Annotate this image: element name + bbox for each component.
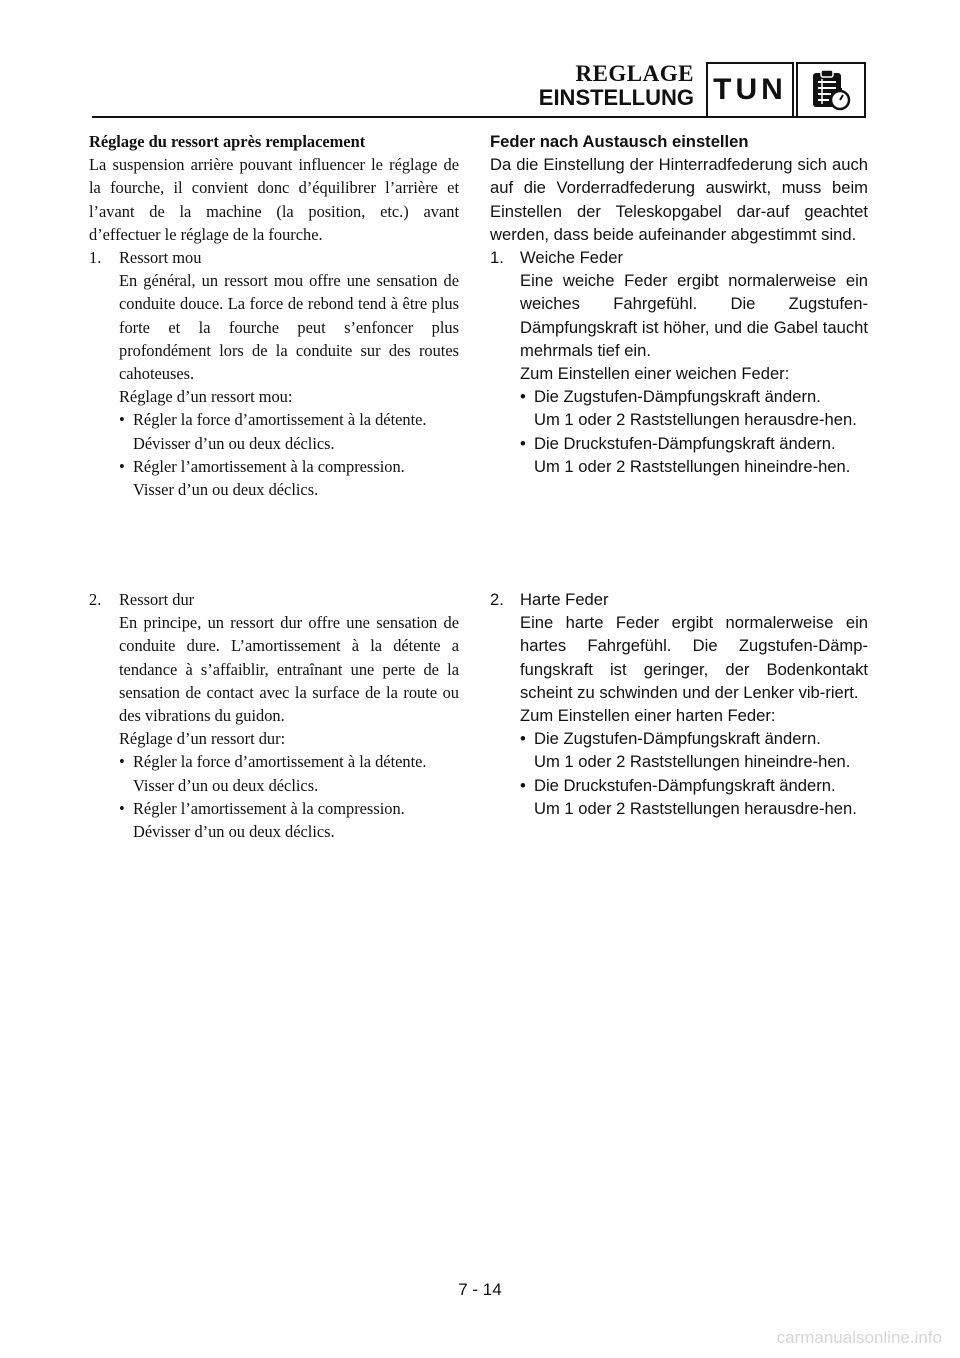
french-column <box>89 130 459 501</box>
section-title-fr: REGLAGE <box>575 61 694 86</box>
de-item-1-adjust: Zum Einstellen einer weichen Feder: <box>520 364 790 384</box>
de-item-2-body: Eine harte Feder ergibt normalerweise ein hartes Fahrgefühl. Die Zugstufen-Dämp-fungskraft ist geringer, der Bodenkontakt scheint zu schwinden und der Lenker vib-riert. <box>520 613 868 702</box>
fr-item-2-body: En principe, un ressort dur offre une sensation de conduite dure. L’amortissement à la détente a tendance à s’affaiblir, entraînant une perte de la sensation de contact avec la surface de la route ou des vibrations du guidon. <box>119 613 459 726</box>
fr-item-2-bullet-1: • Régler la force d’amortissement à la détente. <box>119 752 427 772</box>
header-rule <box>92 116 866 118</box>
page-number: 7 - 14 <box>458 1280 502 1299</box>
de-item-2-adjust: Zum Einstellen einer harten Feder: <box>520 706 776 726</box>
de-item-1-bullet-1-sub: Um 1 oder 2 Raststellungen herausdre-hen. <box>534 410 857 430</box>
fr-item-1-adjust: Réglage d’un ressort mou: <box>119 387 293 407</box>
de-heading: Feder nach Austausch einstellen <box>490 132 749 151</box>
fr-item-1-heading: Ressort mou <box>119 248 202 268</box>
watermark: carmanualsonline.info <box>776 1328 942 1347</box>
de-item-2-bullet-1-sub: Um 1 oder 2 Raststellungen hineindre-hen. <box>534 752 851 772</box>
fr-item-1-bullet-2: • Régler l’amortissement à la compression. <box>119 456 405 476</box>
section-title-de: EINSTELLUNG <box>538 85 694 110</box>
de-item-1-bullet-1: • Die Zugstufen-Dämpfungskraft ändern. <box>520 387 821 407</box>
fr-item-1-bullet-2-sub: Visser d’un ou deux déclics. <box>133 480 319 500</box>
section-title <box>539 62 694 109</box>
de-item-1-bullet-2-sub: Um 1 oder 2 Raststellungen hineindre-hen. <box>534 456 851 476</box>
fr-item-2-bullet-2: • Régler l’amortissement à la compression. <box>119 798 405 818</box>
fr-item-1-number: 1. <box>89 248 102 268</box>
clipboard-stopwatch-icon <box>809 68 853 112</box>
french-column-section-2 <box>89 588 459 843</box>
de-item-1-number: 1. <box>490 248 504 268</box>
chapter-icon-box <box>796 62 866 116</box>
de-item-1-body: Eine weiche Feder ergibt normalerweise ein weiches Fahrgefühl. Die Zugstufen-Dämpfungskraft ist höher, und die Gabel taucht mehrmals tief ein. <box>520 271 868 360</box>
fr-item-2-bullet-2-sub: Dévisser d’un ou deux déclics. <box>133 822 335 842</box>
fr-item-2-heading: Ressort dur <box>119 590 195 609</box>
de-item-1-bullet-2: • Die Druckstufen-Dämpfungskraft ändern. <box>520 433 836 453</box>
fr-item-2-adjust: Réglage d’un ressort dur: <box>119 729 286 749</box>
fr-heading: Réglage du ressort après remplacement <box>89 132 366 151</box>
de-item-2-heading: Harte Feder <box>520 590 609 609</box>
fr-item-2-bullet-1-sub: Visser d’un ou deux déclics. <box>133 775 319 795</box>
de-item-1 <box>490 246 868 269</box>
german-column-section-2 <box>490 588 868 820</box>
de-item-2-bullet-2: • Die Druckstufen-Dämpfungskraft ändern. <box>520 775 836 795</box>
fr-item-2 <box>89 588 459 611</box>
fr-item-1-bullet-1: • Régler la force d’amortissement à la détente. <box>119 410 427 430</box>
fr-item-1-body: En général, un ressort mou offre une sensation de conduite douce. La force de rebond tend à être plus forte et la fourche peut s’enfoncer plus profondément lors de la conduite sur des routes cahoteuses. <box>119 271 459 384</box>
de-item-2-number: 2. <box>490 590 504 609</box>
de-item-1-heading: Weiche Feder <box>520 248 623 268</box>
fr-intro: La suspension arrière pouvant influencer le réglage de la fourche, il convient donc d’équilibrer l’arrière et l’avant de la machine (la position, etc.) avant d’effectuer le réglage de la fourche. <box>89 155 459 244</box>
fr-item-1-bullet-1-sub: Dévisser d’un ou deux déclics. <box>133 433 335 453</box>
de-item-2 <box>490 588 868 611</box>
de-intro: Da die Einstellung der Hinterradfederung sich auch auf die Vorderradfederung auswirkt, muss beim Einstellen der Teleskopgabel dar-auf geachtet werden, dass beide aufeinander abgestimmt sind. <box>490 155 868 244</box>
fr-item-1 <box>89 246 459 269</box>
chapter-code-badge: TUN <box>706 62 794 116</box>
de-item-2-bullet-1: • Die Zugstufen-Dämpfungskraft ändern. <box>520 729 821 749</box>
german-column <box>490 130 868 478</box>
fr-item-2-number: 2. <box>89 590 102 609</box>
de-item-2-bullet-2-sub: Um 1 oder 2 Raststellungen herausdre-hen. <box>534 798 857 818</box>
